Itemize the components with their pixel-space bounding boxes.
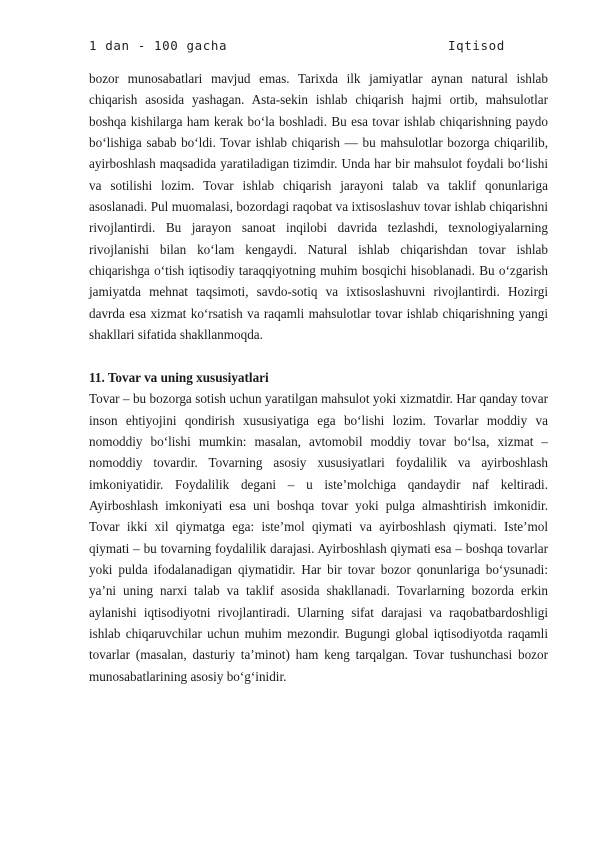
header-page-range: 1 dan - 100 gacha [89,38,228,53]
section-heading: 11. Tovar va uning xususiyatlari [89,369,269,385]
running-header [89,38,509,58]
header-subject: Iqtisod [448,38,505,53]
document-body [89,68,548,687]
body-paragraph-1: bozor munosabatlari mavjud emas. Tarixda ilk jamiyatlar aynan natural ishlab chiqarish asosida yashagan. Asta-sekin ishlab chiqarish hajmi ortib, mahsulotlar boshqa kishilarga ham kerak bo‘la boshladi. Bu esa tovar ishlab chiqarishning paydo bo‘lishiga sabab bo‘ldi. Tovar ishlab chiqarish — bu mahsulotlar bozorga chiqarilib, ayirboshlash maqsadida yaratiladigan tizimdir. Unda har bir mahsulot foydali bo‘lishi va sotilishi lozim. Tovar ishlab chiqarish jarayoni talab va taklif qonunlariga asoslanadi. Pul muomalasi, bozordagi raqobat va ixtisoslashuv tovar ishlab chiqarishni rivojlantirdi. Bu jarayon sanoat inqilobi davrida tezlashdi, texnologiyalarning rivojlanishi bilan ko‘lam kengaydi. Natural ishlab chiqarishdan tovar ishlab chiqarishga o‘tish iqtisodiy taraqqiyotning muhim bosqichi hisoblanadi. Bu o‘zgarish jamiyatda mehnat taqsimoti, savdo-sotiq va ixtisoslashuvni rivojlantirdi. Hozirgi davrda esa xizmat ko‘rsatish va raqamli mahsulotlar tovar ishlab chiqarishning yangi shakllari sifatida shakllanmoqda. [89,71,548,343]
body-paragraph-2: Tovar – bu bozorga sotish uchun yaratilgan mahsulot yoki xizmatdir. Har qanday tovar inson ehtiyojini qondirish xususiyatiga ega bo‘lishi lozim. Tovarlar moddiy va nomoddiy bo‘lishi mumkin: masalan, avtomobil moddiy tovar bo‘lsa, xizmat – nomoddiy tovardir. Tovarning asosiy xususiyatlari foydalilik va ayirboshlash imkoniyatidir. Foydalilik degani – u iste’molchiga qandaydir naf keltiradi. Ayirboshlash imkoniyati esa uni boshqa tovar yoki pulga almashtirish imkonidir. Tovar ikki xil qiymatga ega: iste’mol qiymati va ayirboshlash qiymati. Iste’mol qiymati – bu tovarning foydalilik darajasi. Ayirboshlash qiymati esa – boshqa tovarlar yoki pulda ifodalanadigan qiymatidir. Har bir tovar bozor qonunlariga bo‘ysunadi: ya’ni uning narxi talab va taklif asosida shakllanadi. Tovarlarning bozorda erkin aylanishi iqtisodiyotni rivojlantiradi. Ularning sifat darajasi va raqobatbardoshligi ishlab chiqaruvchilar uchun muhim mezondir. Bugungi global iqtisodiyotda raqamli tovarlar (masalan, dasturiy ta’minot) ham keng tarqalgan. Tovar tushunchasi bozor munosabatlarining asosiy bo‘g‘inidir. [89,391,548,684]
